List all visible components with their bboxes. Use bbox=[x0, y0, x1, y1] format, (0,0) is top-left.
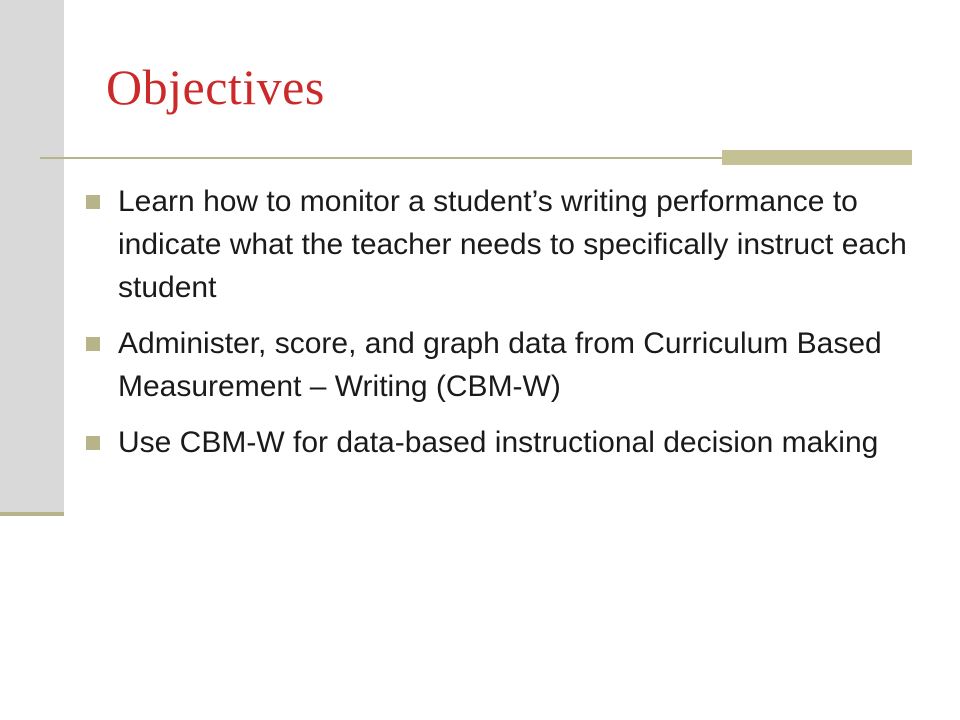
bullet-text: Learn how to monitor a student’s writing performance to indicate what the teacher needs to specifically instruct each student bbox=[118, 185, 907, 304]
square-bullet-icon bbox=[86, 337, 100, 351]
bullet-item bbox=[86, 322, 926, 408]
side-bar-accent-line bbox=[0, 512, 64, 516]
title-divider-block bbox=[722, 150, 912, 165]
square-bullet-icon bbox=[86, 195, 100, 209]
bullet-item bbox=[86, 421, 926, 464]
side-bar-decoration bbox=[0, 0, 64, 512]
bullet-item bbox=[86, 180, 926, 309]
slide-title: Objectives bbox=[106, 59, 325, 115]
bullet-list bbox=[86, 180, 926, 477]
bullet-text: Use CBM-W for data-based instructional decision making bbox=[118, 426, 879, 459]
bullet-text: Administer, score, and graph data from Curriculum Based Measurement – Writing (CBM-W) bbox=[118, 327, 882, 403]
square-bullet-icon bbox=[86, 436, 100, 450]
